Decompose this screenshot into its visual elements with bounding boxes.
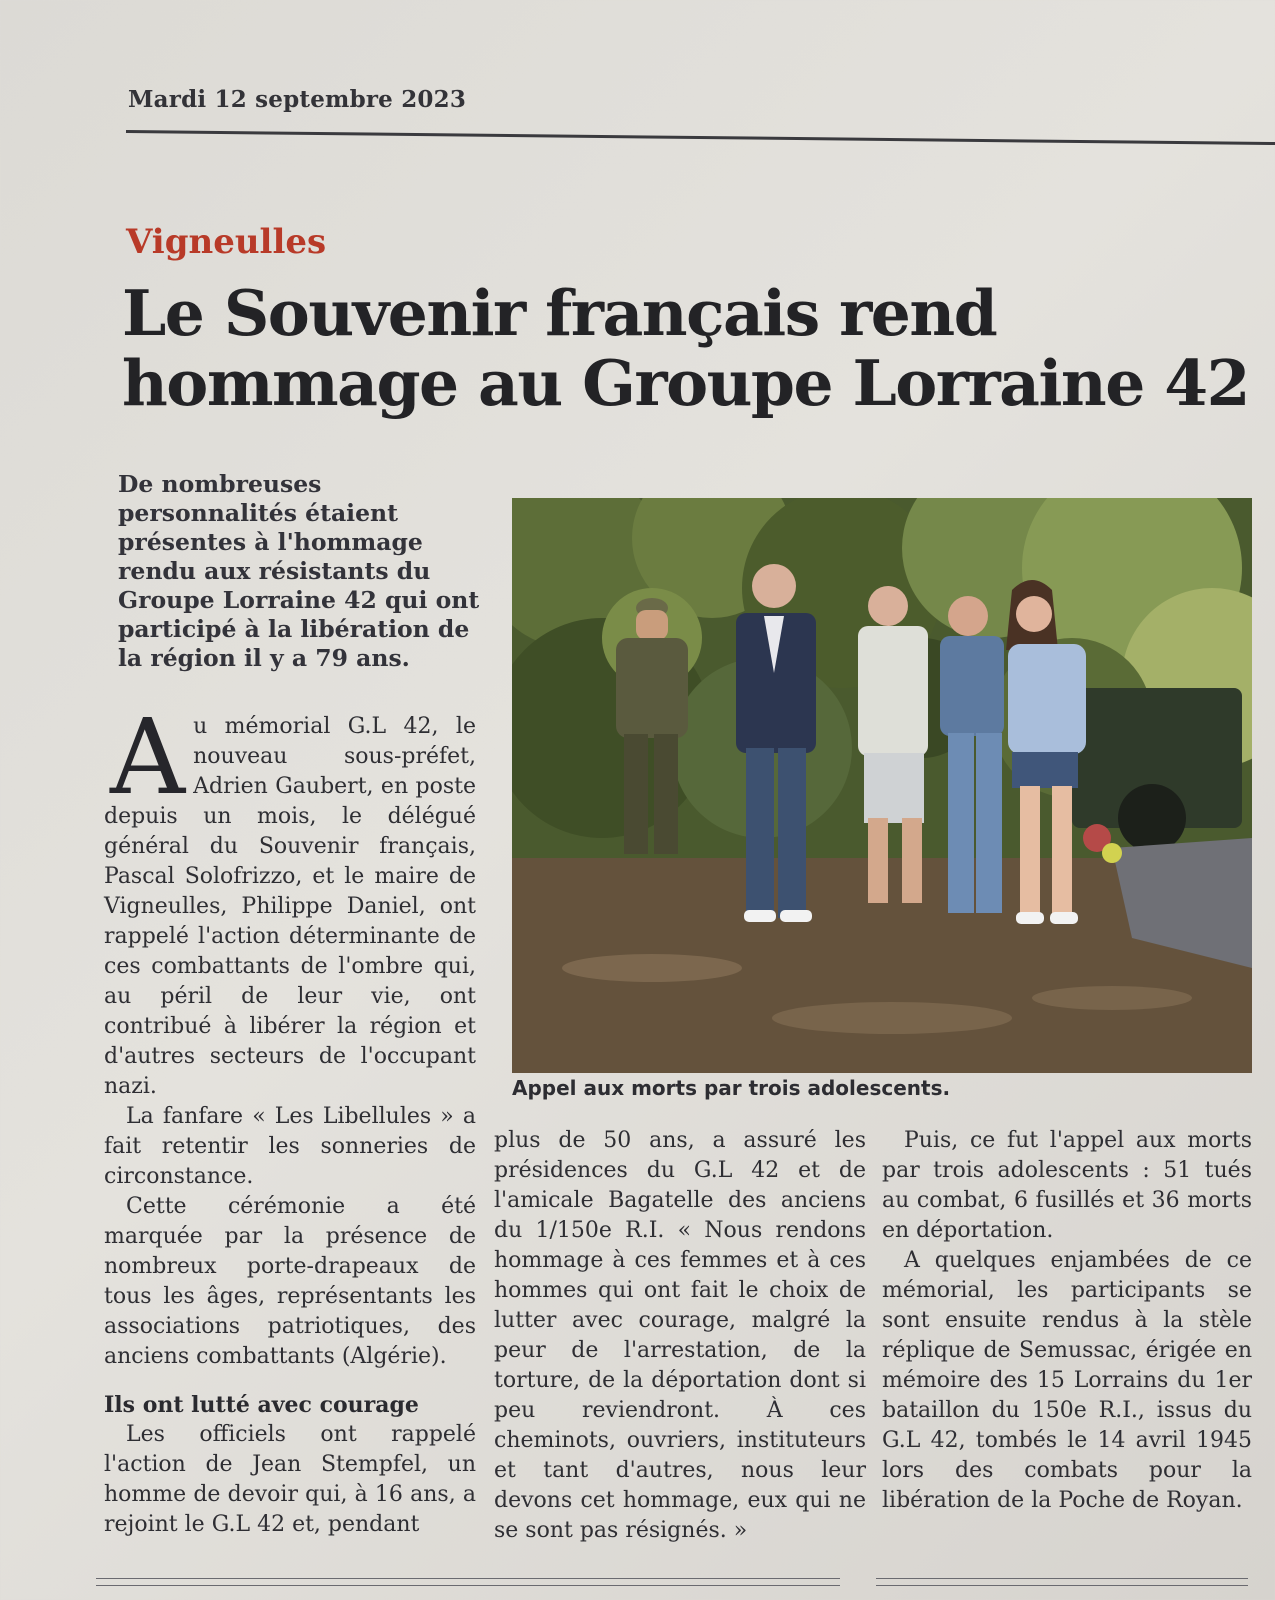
paragraph: La fanfare « Les Libellules » a fait retentir les sonneries de circonstance. (104, 1104, 476, 1189)
paragraph-text: u mémorial G.L 42, le nouveau sous-préfet, Adrien Gaubert, en poste depuis un mois, le délégué général du Souvenir français, Pascal Solofrizzo, et le maire de Vigneulles, Philippe Daniel, ont rappelé l'action déterminante de ces combattants de l'ombre qui, au péril de leur vie, ont contribué à libérer la région et d'autres secteurs de l'occupant nazi. (104, 714, 476, 1099)
article-column-3 (882, 1126, 1252, 1516)
article-photo (512, 498, 1252, 1073)
header-rule (126, 130, 1275, 145)
issue-date: Mardi 12 septembre 2023 (128, 86, 467, 113)
photo-caption: Appel aux morts par trois adolescents. (512, 1076, 951, 1100)
paragraph: Cette cérémonie a été marquée par la présence de nombreux porte-drapeaux de tous les âges, représentants les associations patriotiques, des anciens combattants (Algérie). (104, 1194, 476, 1369)
paragraph: Puis, ce fut l'appel aux morts par trois adolescents : 51 tués au combat, 6 fusillés et 36 morts en déportation. (882, 1128, 1252, 1243)
paragraph: plus de 50 ans, a assuré les présidences du G.L 42 et de l'amicale Bagatelle des anciens du 1/150e R.I. « Nous rendons hommage à ces femmes et à ces hommes qui ont fait le choix de lutter avec courage, malgré la peur de l'arrestation, de la torture, de la déportation dont si peu reviendront. À ces cheminots, ouvriers, instituteurs et tant d'autres, nous leur devons cet hommage, eux qui ne se sont pas résignés. » (494, 1128, 866, 1543)
paragraph: A quelques enjambées de ce mémorial, les participants se sont ensuite rendus à la stèle réplique de Semussac, érigée en mémoire des 15 Lorrains du 1er bataillon du 150e R.I., issus du G.L 42, tombés le 14 avril 1945 lors des combats pour la libération de la Poche de Royan. (882, 1248, 1252, 1513)
article-headline: Le Souvenir français rend hommage au Groupe Lorraine 42 (122, 276, 1249, 420)
article-lede: De nombreuses personnalités étaient présentes à l'hommage rendu aux résistants du Groupe Lorraine 42 qui ont participé à la libération de la région il y a 79 ans. (118, 470, 480, 672)
paragraph (104, 696, 476, 1102)
paragraph: Les officiels ont rappelé l'action de Jean Stempfel, un homme de devoir qui, à 16 ans, a rejoint le G.L 42 et, pendant (104, 1422, 476, 1537)
article-subhead: Ils ont lutté avec courage (104, 1392, 419, 1418)
drop-cap: A (110, 696, 186, 818)
article-column-2 (494, 1126, 866, 1546)
footer-rule-left (96, 1578, 840, 1586)
article-column-1 (104, 696, 476, 1540)
footer-rule-right (876, 1578, 1248, 1586)
section-kicker: Vigneulles (126, 222, 327, 262)
